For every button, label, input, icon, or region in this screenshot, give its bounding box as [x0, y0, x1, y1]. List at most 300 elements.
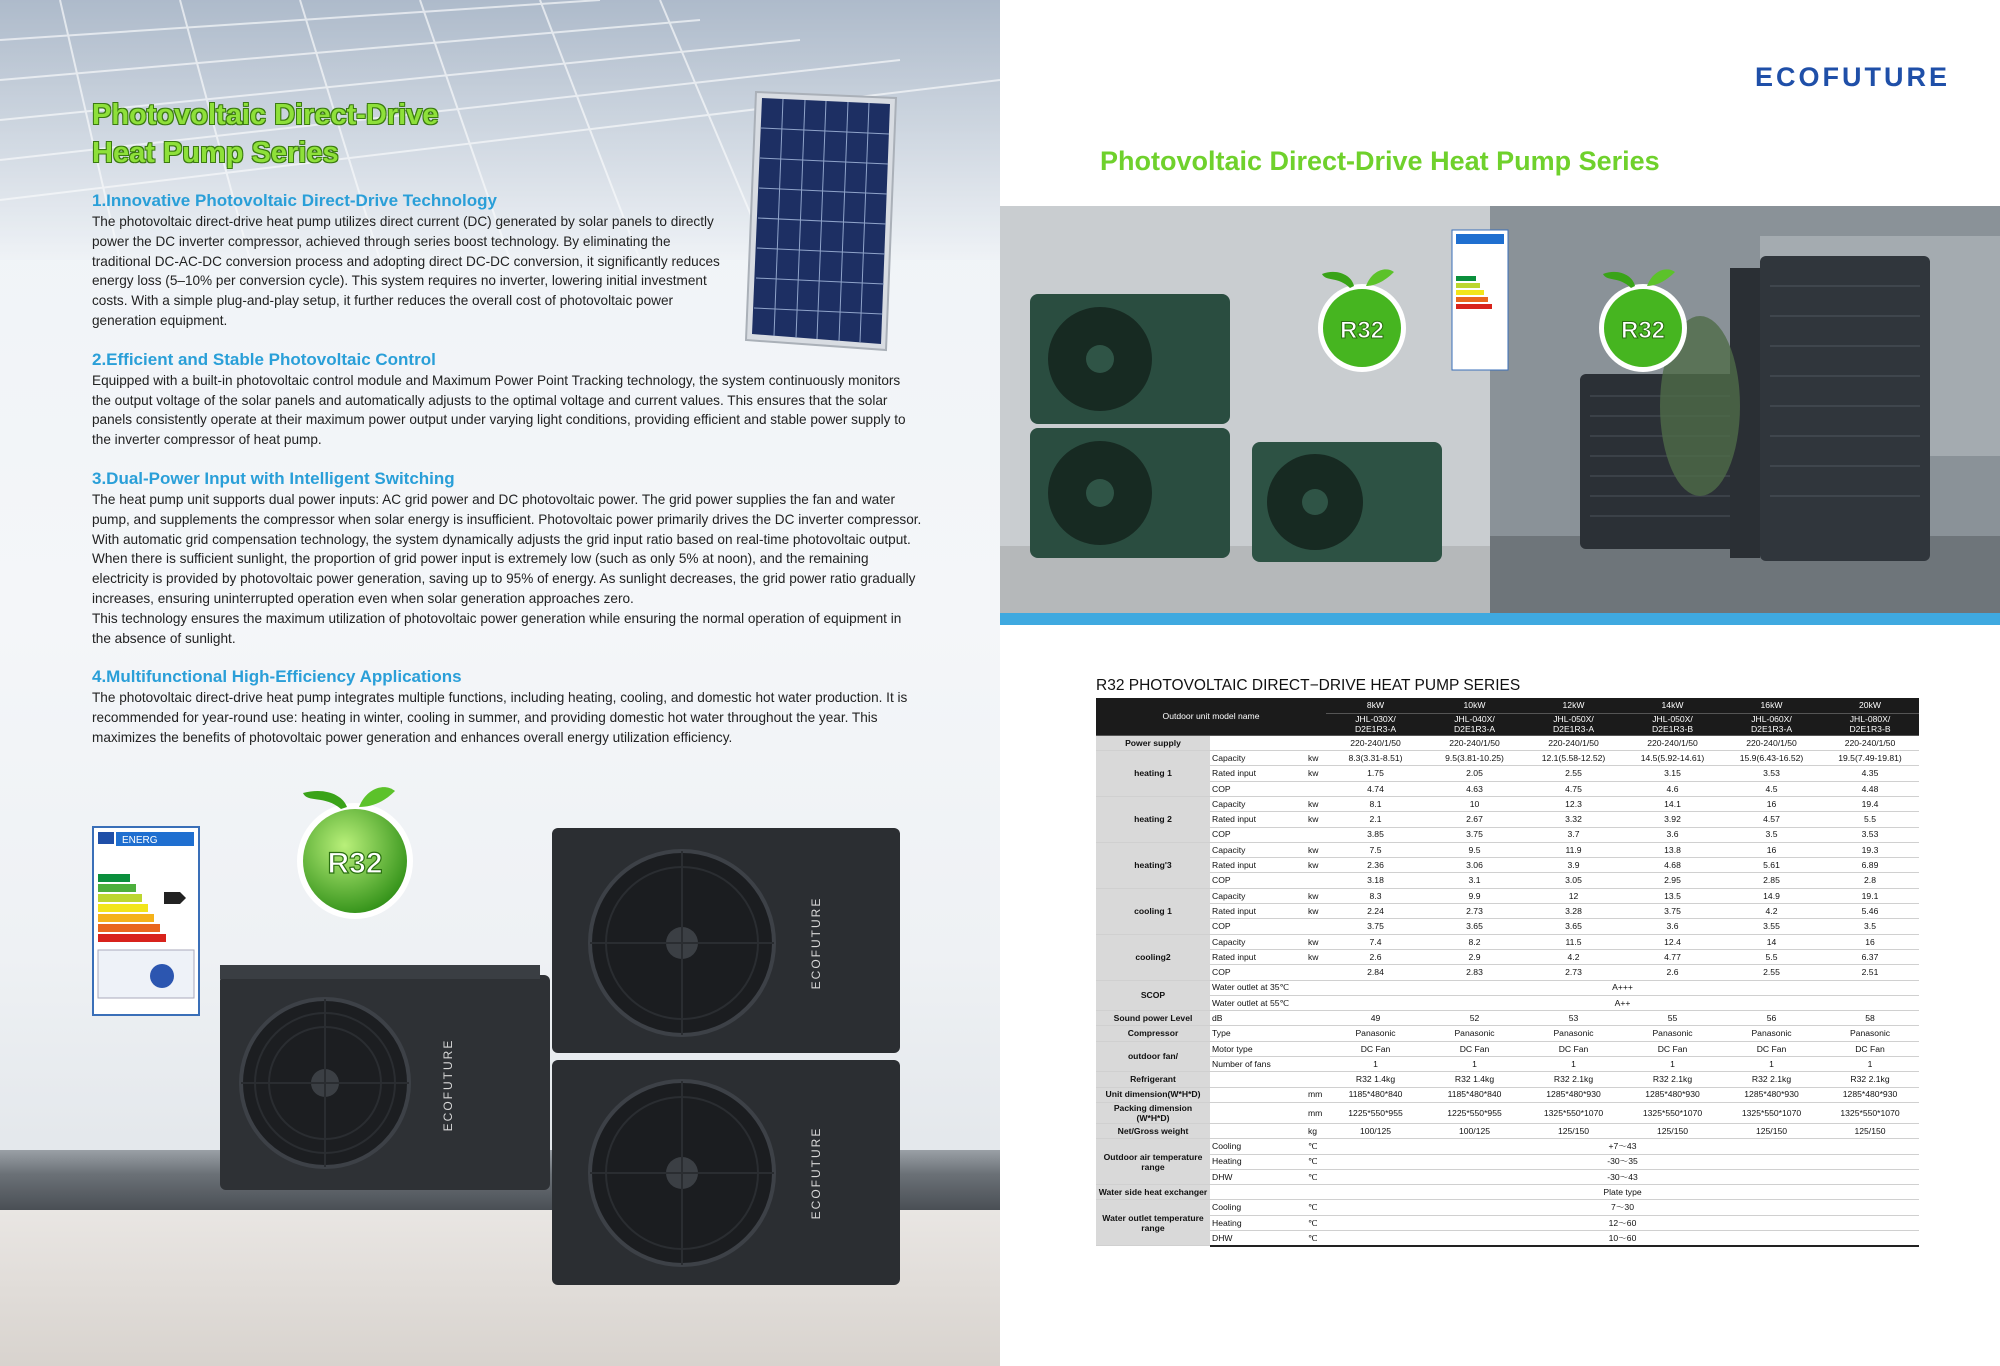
value-cell: 1185*480*840: [1326, 1087, 1425, 1102]
row-unit-cell: kw: [1306, 949, 1326, 964]
table-row: [1096, 858, 1919, 873]
value-cell: 19.4: [1821, 796, 1919, 811]
merged-value-cell: -30～35: [1326, 1154, 1919, 1169]
value-cell: 53: [1524, 1011, 1623, 1026]
row-param-cell: Capacity: [1210, 842, 1306, 857]
table-row: [1096, 1123, 1919, 1138]
row-param-cell: COP: [1210, 827, 1306, 842]
value-cell: 19.5(7.49-19.81): [1821, 751, 1919, 766]
value-cell: 19.1: [1821, 888, 1919, 903]
value-cell: 4.68: [1623, 858, 1722, 873]
left-title-line-1: Photovoltaic Direct-Drive: [92, 99, 439, 131]
value-cell: 3.75: [1326, 919, 1425, 934]
value-cell: 4.77: [1623, 949, 1722, 964]
row-unit-cell: ℃: [1306, 1154, 1326, 1169]
table-row: [1096, 995, 1919, 1010]
model-name-line: D2E1R3-A: [1354, 724, 1397, 735]
table-header-row: [1096, 698, 1919, 713]
value-cell: 7.4: [1326, 934, 1425, 949]
table-row: [1096, 1102, 1919, 1123]
table-row: [1096, 1169, 1919, 1184]
row-param-cell: [1210, 735, 1306, 750]
value-cell: 125/150: [1524, 1123, 1623, 1138]
value-cell: 9.5(3.81-10.25): [1425, 751, 1524, 766]
value-cell: 220-240/1/50: [1722, 735, 1821, 750]
value-cell: 2.36: [1326, 858, 1425, 873]
value-cell: 125/150: [1623, 1123, 1722, 1138]
model-header-cell: [1623, 713, 1722, 735]
value-cell: 3.75: [1623, 904, 1722, 919]
section-body: The photovoltaic direct-drive heat pump integrates multiple functions, including heating, cooling, and domestic hot water production. It is recommended for year-round use: heating in winter, cooling in summer, and providing domestic hot water throughout the year. This maximizes the benefits of photovoltaic power generation and enhances overall energy utilization efficiency.: [92, 690, 908, 745]
row-unit-cell: ℃: [1306, 1139, 1326, 1154]
value-cell: 4.2: [1722, 904, 1821, 919]
section-heading: 3.Dual-Power Input with Intelligent Switching: [92, 468, 455, 488]
value-cell: 220-240/1/50: [1425, 735, 1524, 750]
product-photo: [1000, 206, 2000, 613]
value-cell: 12.3: [1524, 796, 1623, 811]
unit-brand-text: ECOFUTURE: [809, 896, 823, 990]
table-row: [1096, 781, 1919, 796]
value-cell: 9.9: [1425, 888, 1524, 903]
row-param-cell: Type: [1210, 1026, 1306, 1041]
value-cell: 3.55: [1722, 919, 1821, 934]
row-group-cell: Power supply: [1096, 735, 1210, 750]
model-name-line: D2E1R3-A: [1552, 724, 1595, 735]
row-group-cell: Net/Gross weight: [1096, 1123, 1210, 1138]
value-cell: 4.74: [1326, 781, 1425, 796]
value-cell: 4.2: [1524, 949, 1623, 964]
value-cell: 1325*550*1070: [1524, 1102, 1623, 1123]
row-unit-cell: [1306, 1041, 1326, 1056]
value-cell: 3.53: [1722, 766, 1821, 781]
value-cell: 8.2: [1425, 934, 1524, 949]
value-cell: 11.5: [1524, 934, 1623, 949]
row-unit-cell: mm: [1306, 1087, 1326, 1102]
row-param-cell: [1210, 1185, 1306, 1200]
row-group-cell: cooling2: [1096, 934, 1210, 980]
row-param-cell: COP: [1210, 781, 1306, 796]
table-row: [1096, 1231, 1919, 1246]
value-cell: 1225*550*955: [1326, 1102, 1425, 1123]
value-cell: 1325*550*1070: [1821, 1102, 1919, 1123]
value-cell: 3.5: [1722, 827, 1821, 842]
row-group-cell: SCOP: [1096, 980, 1210, 1011]
value-cell: 220-240/1/50: [1524, 735, 1623, 750]
value-cell: 2.95: [1623, 873, 1722, 888]
value-cell: 5.5: [1821, 812, 1919, 827]
value-cell: 2.8: [1821, 873, 1919, 888]
heat-pump-unit-small: [220, 965, 550, 1195]
row-param-cell: Capacity: [1210, 796, 1306, 811]
merged-value-cell: 10～60: [1326, 1231, 1919, 1246]
value-cell: 19.3: [1821, 842, 1919, 857]
badge-label: R32: [1620, 317, 1666, 344]
row-unit-cell: kw: [1306, 751, 1326, 766]
table-row: [1096, 1087, 1919, 1102]
value-cell: 100/125: [1425, 1123, 1524, 1138]
merged-value-cell: 12～60: [1326, 1215, 1919, 1230]
energy-label-image: [92, 826, 200, 1016]
value-cell: DC Fan: [1524, 1041, 1623, 1056]
value-cell: 8.3: [1326, 888, 1425, 903]
value-cell: 1: [1722, 1057, 1821, 1072]
value-cell: 2.24: [1326, 904, 1425, 919]
value-cell: 5.46: [1821, 904, 1919, 919]
value-cell: 3.53: [1821, 827, 1919, 842]
table-row: [1096, 919, 1919, 934]
right-page-title: Photovoltaic Direct-Drive Heat Pump Series: [1100, 146, 1660, 176]
row-unit-cell: ℃: [1306, 1215, 1326, 1230]
row-group-cell: Compressor: [1096, 1026, 1210, 1041]
row-param-cell: COP: [1210, 919, 1306, 934]
value-cell: 1285*480*930: [1524, 1087, 1623, 1102]
heat-pump-unit-stack: [552, 828, 900, 1293]
row-param-cell: Heating: [1210, 1154, 1306, 1169]
value-cell: 7.5: [1326, 842, 1425, 857]
table-row: [1096, 766, 1919, 781]
row-unit-cell: [1306, 1185, 1326, 1200]
value-cell: Panasonic: [1326, 1026, 1425, 1041]
value-cell: 1: [1425, 1057, 1524, 1072]
row-unit-cell: [1306, 965, 1326, 980]
row-param-cell: Water outlet at 55℃: [1210, 995, 1306, 1010]
value-cell: DC Fan: [1623, 1041, 1722, 1056]
table-row: [1096, 827, 1919, 842]
value-cell: 2.55: [1722, 965, 1821, 980]
row-param-cell: Capacity: [1210, 888, 1306, 903]
table-row: [1096, 1200, 1919, 1215]
capacity-header-cell: 10kW: [1425, 698, 1524, 713]
value-cell: Panasonic: [1425, 1026, 1524, 1041]
row-unit-cell: kw: [1306, 888, 1326, 903]
model-name-line: JHL-080X/: [1849, 714, 1891, 725]
row-unit-cell: [1306, 735, 1326, 750]
merged-value-cell: -30～43: [1326, 1169, 1919, 1184]
row-unit-cell: [1306, 781, 1326, 796]
value-cell: 49: [1326, 1011, 1425, 1026]
value-cell: DC Fan: [1722, 1041, 1821, 1056]
accent-strip: [1000, 613, 2000, 625]
value-cell: 2.55: [1524, 766, 1623, 781]
row-param-cell: COP: [1210, 873, 1306, 888]
value-cell: 12: [1524, 888, 1623, 903]
section-body-2: This technology ensures the maximum utilization of photovoltaic power generation while ensuring the normal operation of equipment in the absence of sunlight.: [92, 610, 902, 646]
unit-brand-text: ECOFUTURE: [809, 1126, 823, 1220]
value-cell: 4.75: [1524, 781, 1623, 796]
row-group-cell: Unit dimension(W*H*D): [1096, 1087, 1210, 1102]
value-cell: 1: [1524, 1057, 1623, 1072]
value-cell: 14: [1722, 934, 1821, 949]
value-cell: 2.1: [1326, 812, 1425, 827]
value-cell: 2.51: [1821, 965, 1919, 980]
row-unit-cell: kw: [1306, 934, 1326, 949]
left-page-title: [92, 96, 438, 172]
value-cell: 6.37: [1821, 949, 1919, 964]
feature-section-1: [92, 190, 922, 331]
value-cell: 56: [1722, 1011, 1821, 1026]
model-name-line: JHL-040X/: [1454, 714, 1495, 725]
table-row: [1096, 888, 1919, 903]
dark-unit-tall: [1760, 256, 1930, 561]
energy-label-text: ENERG: [122, 835, 158, 846]
value-cell: 58: [1821, 1011, 1919, 1026]
merged-value-cell: A++: [1326, 995, 1919, 1010]
row-group-cell: outdoor fan/: [1096, 1041, 1210, 1072]
value-cell: 2.9: [1425, 949, 1524, 964]
value-cell: 1: [1623, 1057, 1722, 1072]
value-cell: 1325*550*1070: [1722, 1102, 1821, 1123]
row-param-cell: COP: [1210, 965, 1306, 980]
row-unit-cell: [1306, 1011, 1326, 1026]
table-row: [1096, 842, 1919, 857]
row-param-cell: Heating: [1210, 1215, 1306, 1230]
table-row: [1096, 1185, 1919, 1200]
section-heading: 4.Multifunctional High-Efficiency Applications: [92, 667, 462, 687]
value-cell: 55: [1623, 1011, 1722, 1026]
value-cell: 220-240/1/50: [1821, 735, 1919, 750]
value-cell: Panasonic: [1821, 1026, 1919, 1041]
right-page: [1000, 0, 2000, 1366]
spec-table: [1096, 698, 1919, 1247]
value-cell: 52: [1425, 1011, 1524, 1026]
row-unit-cell: ℃: [1306, 1169, 1326, 1184]
value-cell: 3.6: [1623, 827, 1722, 842]
row-group-cell: Refrigerant: [1096, 1072, 1210, 1087]
feature-section-3: [92, 468, 922, 648]
row-unit-cell: [1306, 1026, 1326, 1041]
capacity-header-cell: 8kW: [1326, 698, 1425, 713]
model-header-cell: [1326, 713, 1425, 735]
merged-value-cell: +7～43: [1326, 1139, 1919, 1154]
row-unit-cell: [1306, 873, 1326, 888]
row-param-cell: Rated input: [1210, 904, 1306, 919]
badge-label: R32: [327, 847, 383, 880]
value-cell: 3.6: [1623, 919, 1722, 934]
table-row: [1096, 1026, 1919, 1041]
row-param-cell: Cooling: [1210, 1200, 1306, 1215]
value-cell: 9.5: [1425, 842, 1524, 857]
row-group-cell: heating 1: [1096, 751, 1210, 797]
value-cell: 220-240/1/50: [1326, 735, 1425, 750]
row-unit-cell: [1306, 1057, 1326, 1072]
value-cell: 3.65: [1524, 919, 1623, 934]
value-cell: 8.1: [1326, 796, 1425, 811]
value-cell: 125/150: [1722, 1123, 1821, 1138]
value-cell: 8.3(3.31-8.51): [1326, 751, 1425, 766]
row-unit-cell: kw: [1306, 766, 1326, 781]
capacity-header-cell: 20kW: [1821, 698, 1919, 713]
model-name-line: JHL-060X/: [1751, 714, 1792, 725]
value-cell: DC Fan: [1326, 1041, 1425, 1056]
row-param-cell: [1210, 1123, 1306, 1138]
table-row: [1096, 980, 1919, 995]
value-cell: 1225*550*955: [1425, 1102, 1524, 1123]
section-body: The photovoltaic direct-drive heat pump utilizes direct current (DC) generated by solar panels to directly power the DC inverter compressor, achieved through series boost technology. By eliminating the traditional DC-AC-DC conversion process and adopting direct DC-DC conversion, it significantly reduces energy loss (5–10% per conversion cycle). This system requires no inverter, lowering initial investment costs. With a simple plug-and-play setup, it further reduces the overall cost of photovoltaic power generation equipment.: [92, 214, 720, 328]
value-cell: R32 2.1kg: [1524, 1072, 1623, 1087]
model-name-line: D2E1R3-B: [1651, 724, 1694, 735]
feature-section-2: [92, 349, 922, 450]
row-param-cell: Rated input: [1210, 858, 1306, 873]
value-cell: 125/150: [1821, 1123, 1919, 1138]
value-cell: 4.63: [1425, 781, 1524, 796]
merged-value-cell: Plate type: [1326, 1185, 1919, 1200]
model-header-cell: [1425, 713, 1524, 735]
value-cell: 1.75: [1326, 766, 1425, 781]
row-param-cell: Cooling: [1210, 1139, 1306, 1154]
row-unit-cell: kw: [1306, 858, 1326, 873]
value-cell: DC Fan: [1425, 1041, 1524, 1056]
row-param-cell: Motor type: [1210, 1041, 1306, 1056]
value-cell: 1285*480*930: [1821, 1087, 1919, 1102]
value-cell: 1285*480*930: [1722, 1087, 1821, 1102]
row-unit-cell: mm: [1306, 1102, 1326, 1123]
row-param-cell: DHW: [1210, 1169, 1306, 1184]
value-cell: 3.15: [1623, 766, 1722, 781]
value-cell: 100/125: [1326, 1123, 1425, 1138]
table-title: R32 PHOTOVOLTAIC DIRECT−DRIVE HEAT PUMP SERIES: [1096, 677, 1521, 694]
value-cell: 12.4: [1623, 934, 1722, 949]
row-param-cell: Rated input: [1210, 949, 1306, 964]
value-cell: 15.9(6.43-16.52): [1722, 751, 1821, 766]
table-row: [1096, 1011, 1919, 1026]
table-row: [1096, 904, 1919, 919]
value-cell: 2.84: [1326, 965, 1425, 980]
row-group-cell: Water outlet temperature range: [1096, 1200, 1210, 1246]
value-cell: 10: [1425, 796, 1524, 811]
section-heading: 2.Efficient and Stable Photovoltaic Control: [92, 349, 436, 369]
row-param-cell: [1210, 1087, 1306, 1102]
row-unit-cell: [1306, 827, 1326, 842]
value-cell: 220-240/1/50: [1623, 735, 1722, 750]
model-name-line: D2E1R3-A: [1453, 724, 1496, 735]
value-cell: 5.5: [1722, 949, 1821, 964]
value-cell: 2.85: [1722, 873, 1821, 888]
table-row: [1096, 965, 1919, 980]
row-param-cell: Capacity: [1210, 751, 1306, 766]
value-cell: R32 1.4kg: [1425, 1072, 1524, 1087]
value-cell: 1185*480*840: [1425, 1087, 1524, 1102]
model-name-line: D2E1R3-B: [1849, 724, 1891, 735]
table-row: [1096, 934, 1919, 949]
table-row: [1096, 873, 1919, 888]
model-header-cell: [1821, 713, 1919, 735]
value-cell: 3.75: [1425, 827, 1524, 842]
value-cell: 3.28: [1524, 904, 1623, 919]
feature-section-4: [92, 666, 922, 747]
value-cell: 3.85: [1326, 827, 1425, 842]
value-cell: 3.18: [1326, 873, 1425, 888]
model-header-cell: [1722, 713, 1821, 735]
capacity-header-cell: 16kW: [1722, 698, 1821, 713]
value-cell: 1: [1821, 1057, 1919, 1072]
row-param-cell: Rated input: [1210, 812, 1306, 827]
r32-badge: [285, 785, 425, 925]
value-cell: 16: [1821, 934, 1919, 949]
table-row: [1096, 1057, 1919, 1072]
row-unit-cell: kw: [1306, 842, 1326, 857]
value-cell: 3.32: [1524, 812, 1623, 827]
row-param-cell: Rated input: [1210, 766, 1306, 781]
value-cell: 11.9: [1524, 842, 1623, 857]
value-cell: 3.06: [1425, 858, 1524, 873]
section-body: Equipped with a built-in photovoltaic control module and Maximum Power Point Tracking technology, the system continuously monitors the output voltage of the solar panels and automatically adjusts to the optimal voltage and current values. This ensures that the solar panels consistently operate at their maximum power output under varying light conditions, providing efficient and stable power supply to the inverter compressor of heat pump.: [92, 372, 906, 448]
value-cell: DC Fan: [1821, 1041, 1919, 1056]
value-cell: 4.5: [1722, 781, 1821, 796]
capacity-header-cell: 12kW: [1524, 698, 1623, 713]
row-unit-cell: ℃: [1306, 1200, 1326, 1215]
value-cell: 14.9: [1722, 888, 1821, 903]
value-cell: 2.67: [1425, 812, 1524, 827]
value-cell: 13.8: [1623, 842, 1722, 857]
table-row: [1096, 1041, 1919, 1056]
model-name-line: JHL-050X/: [1553, 714, 1594, 725]
row-unit-cell: kg: [1306, 1123, 1326, 1138]
model-name-line: D2E1R3-A: [1750, 724, 1793, 735]
value-cell: 16: [1722, 796, 1821, 811]
row-param-cell: [1210, 1102, 1306, 1123]
value-cell: Panasonic: [1722, 1026, 1821, 1041]
value-cell: 3.7: [1524, 827, 1623, 842]
value-cell: 4.57: [1722, 812, 1821, 827]
row-param-cell: dB: [1210, 1011, 1306, 1026]
badge-label: R32: [1339, 317, 1385, 344]
row-param-cell: Water outlet at 35℃: [1210, 980, 1306, 995]
value-cell: R32 2.1kg: [1821, 1072, 1919, 1087]
value-cell: R32 2.1kg: [1623, 1072, 1722, 1087]
row-unit-cell: kw: [1306, 796, 1326, 811]
table-row: [1096, 1154, 1919, 1169]
value-cell: 3.05: [1524, 873, 1623, 888]
value-cell: 2.73: [1524, 965, 1623, 980]
value-cell: 6.89: [1821, 858, 1919, 873]
table-row: [1096, 949, 1919, 964]
value-cell: 3.1: [1425, 873, 1524, 888]
value-cell: 3.9: [1524, 858, 1623, 873]
model-name-line: JHL-030X/: [1355, 714, 1396, 725]
row-param-cell: Capacity: [1210, 934, 1306, 949]
row-group-cell: Sound power Level: [1096, 1011, 1210, 1026]
row-group-cell: heating'3: [1096, 842, 1210, 888]
value-cell: 2.83: [1425, 965, 1524, 980]
value-cell: 2.6: [1326, 949, 1425, 964]
value-cell: 14.1: [1623, 796, 1722, 811]
left-title-line-2: Heat Pump Series: [92, 137, 339, 169]
value-cell: 4.35: [1821, 766, 1919, 781]
value-cell: 1325*550*1070: [1623, 1102, 1722, 1123]
row-group-cell: heating 2: [1096, 796, 1210, 842]
merged-value-cell: 7～30: [1326, 1200, 1919, 1215]
model-header-cell: [1524, 713, 1623, 735]
row-unit-cell: [1306, 919, 1326, 934]
unit-brand-text: ECOFUTURE: [441, 1038, 455, 1132]
table-row: [1096, 1215, 1919, 1230]
value-cell: 3.92: [1623, 812, 1722, 827]
row-group-cell: cooling 1: [1096, 888, 1210, 934]
value-cell: 5.61: [1722, 858, 1821, 873]
table-row: [1096, 812, 1919, 827]
row-unit-cell: kw: [1306, 904, 1326, 919]
value-cell: 4.48: [1821, 781, 1919, 796]
value-cell: 2.73: [1425, 904, 1524, 919]
value-cell: 3.65: [1425, 919, 1524, 934]
row-unit-cell: [1306, 980, 1326, 995]
feature-text-block: [92, 190, 922, 766]
table-row: [1096, 735, 1919, 750]
merged-value-cell: A+++: [1326, 980, 1919, 995]
value-cell: 1: [1326, 1057, 1425, 1072]
row-param-cell: DHW: [1210, 1231, 1306, 1246]
row-group-cell: Packing dimension (W*H*D): [1096, 1102, 1210, 1123]
